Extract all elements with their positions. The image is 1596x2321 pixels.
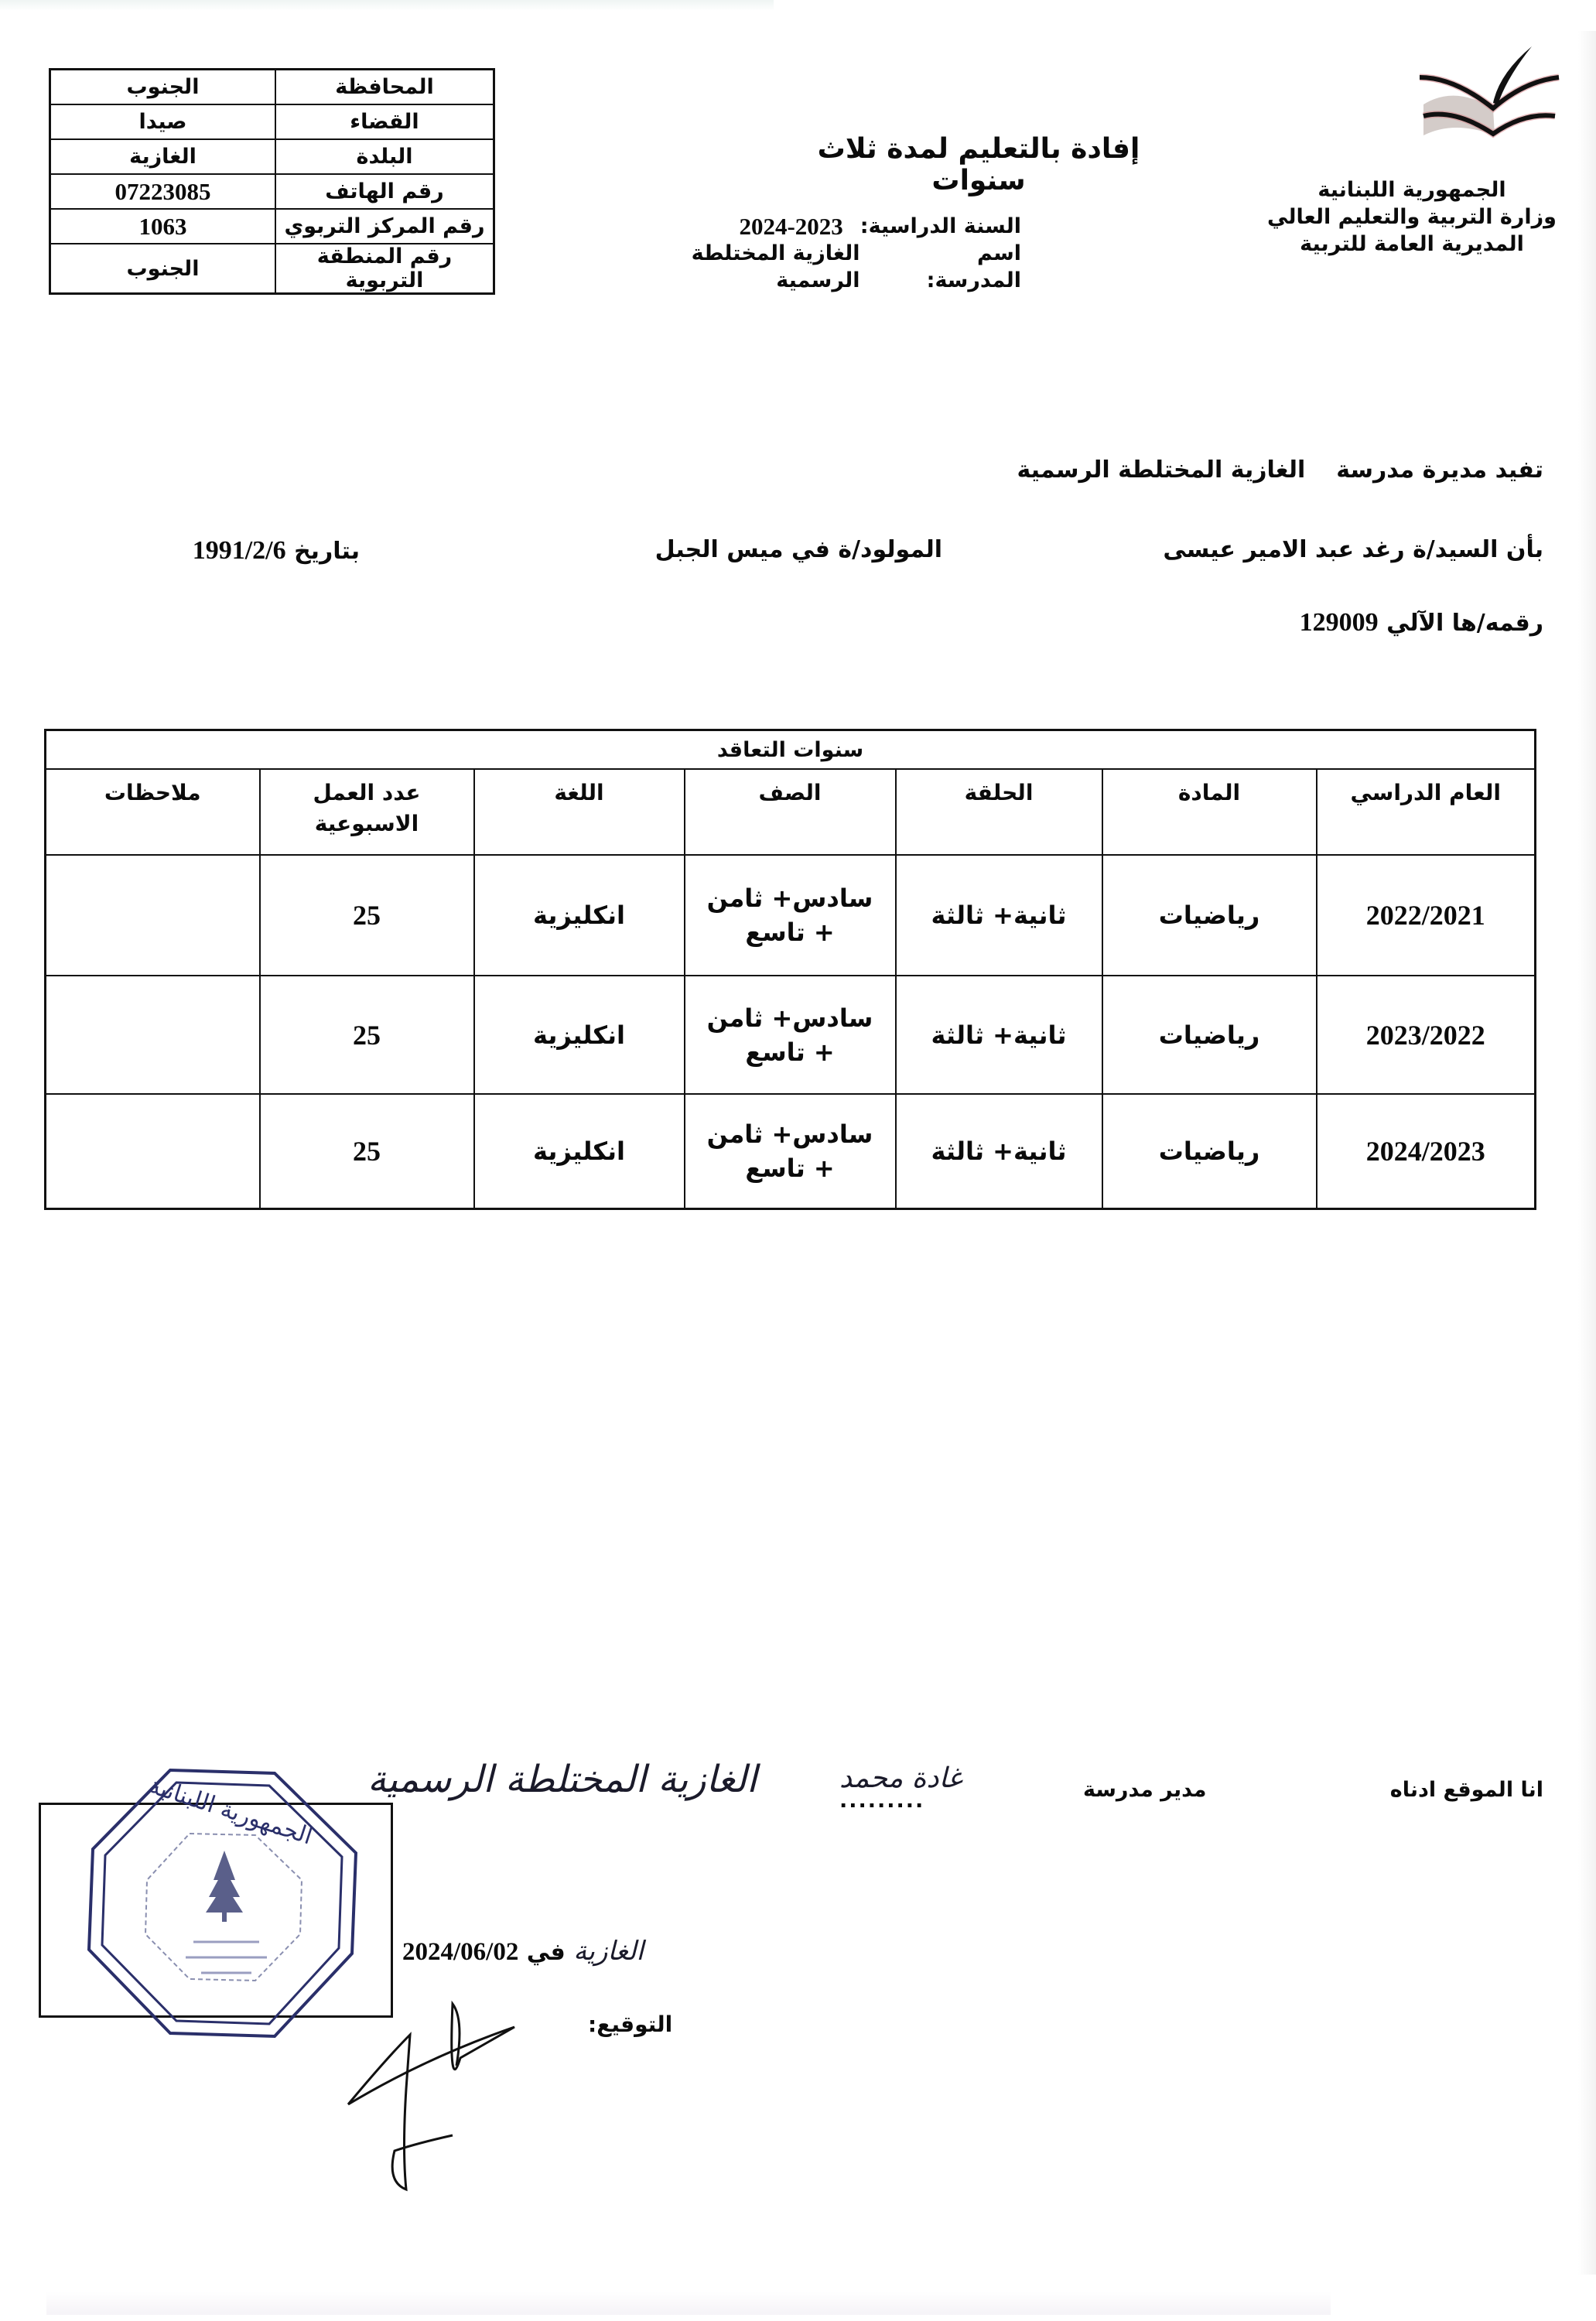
statement-intro-line [1017, 456, 1543, 484]
born-place: ميس الجبل [654, 536, 784, 563]
signature-label: التوقيع: [588, 2012, 673, 2037]
cell-subject: رياضيات [1102, 976, 1317, 1094]
school-name-row [603, 240, 1021, 294]
declaration-prefix: انا الموقع ادناه [1389, 1778, 1543, 1802]
info-row-region [50, 244, 494, 294]
place-handwritten: الغازية [573, 1936, 644, 1967]
cell-weekly-hours: 25 [260, 855, 474, 976]
info-label: البلدة [275, 139, 494, 174]
grade-line-2: + تاسع [745, 1154, 835, 1183]
grade-line-1: سادس+ ثامن [706, 884, 873, 913]
info-value: الجنوب [50, 244, 275, 294]
school-name-handwritten: الغازية المختلطة الرسمية [367, 1758, 757, 1801]
cell-weekly-hours: 25 [260, 976, 474, 1094]
info-value: 07223085 [50, 174, 275, 209]
scan-edge-top [0, 0, 774, 11]
cell-weekly-hours: 25 [260, 1094, 474, 1209]
birthplace-line [655, 536, 942, 563]
academic-year-row [603, 213, 1021, 240]
table-row [46, 976, 1536, 1094]
school-name-label: اسم المدرسة: [926, 241, 1021, 292]
table-row [46, 855, 1536, 976]
cell-grade [685, 855, 896, 976]
info-row-district [50, 104, 494, 139]
info-row-town [50, 139, 494, 174]
column-header-year: العام الدراسي [1317, 769, 1536, 855]
cell-notes [46, 855, 260, 976]
handwritten-signature [333, 1996, 526, 2197]
school-stamp-icon [77, 1764, 371, 2042]
cell-cycle: ثانية+ ثالثة [896, 855, 1102, 976]
directorate-name: المديرية العامة للتربية [1300, 232, 1524, 256]
cell-year: 2024/2023 [1317, 1094, 1536, 1209]
cell-language: انكليزية [474, 1094, 685, 1209]
contract-years-table [44, 729, 1536, 1210]
scan-edge-right [1578, 31, 1596, 2275]
birthdate-line [193, 536, 360, 566]
info-label: رقم المركز التربوي [275, 209, 494, 244]
place-date-line [402, 1936, 644, 1967]
declaration-date: 2024/06/02 [402, 1938, 519, 1966]
republic-name: الجمهورية اللبنانية [1317, 178, 1506, 202]
cell-subject: رياضيات [1102, 855, 1317, 976]
info-value: صيدا [50, 104, 275, 139]
info-label: رقم المنطقة التربوية [275, 244, 494, 294]
school-name-value: الغازية المختلطة الرسمية [691, 241, 860, 292]
person-line [1163, 536, 1543, 563]
document-title: إفادة بالتعليم لمدة ثلاث سنوات [817, 133, 1140, 197]
statement-school: الغازية المختلطة الرسمية [1017, 456, 1306, 484]
name-dots: ......... [839, 1789, 925, 1813]
info-row-governorate [50, 70, 494, 105]
birth-date: 1991/2/6 [192, 536, 286, 565]
grade-line-1: سادس+ ثامن [706, 1119, 873, 1149]
info-label: المحافظة [275, 70, 494, 105]
column-header-cycle: الحلقة [896, 769, 1102, 855]
person-name: رغد عبد الامير عيسى [1163, 536, 1405, 563]
cell-subject: رياضيات [1102, 1094, 1317, 1209]
cell-notes [46, 976, 260, 1094]
column-header-weekly-hours: عدد العمل الاسبوعية [260, 769, 474, 855]
born-label: المولود/ة في [791, 536, 942, 563]
statement-intro: تفيد مديرة مدرسة [1336, 456, 1543, 484]
ministry-header [1261, 176, 1563, 258]
grade-line-2: + تاسع [745, 1037, 835, 1067]
table-header-row [46, 769, 1536, 855]
grade-line-1: سادس+ ثامن [706, 1003, 873, 1033]
table-title-row [46, 730, 1536, 770]
in-label: في [526, 1939, 566, 1966]
column-header-grade: الصف [685, 769, 896, 855]
table-title: سنوات التعاقد [46, 730, 1536, 770]
open-book-pen-logo-icon [1408, 43, 1563, 159]
principal-role: مدير مدرسة [1083, 1778, 1207, 1802]
id-value: 129009 [1299, 608, 1379, 637]
info-row-center-number [50, 209, 494, 244]
ministry-name: وزارة التربية والتعليم العالي [1267, 205, 1557, 229]
cell-year: 2022/2021 [1317, 855, 1536, 976]
principal-name-handwritten: غادة محمد [839, 1762, 962, 1794]
grade-line-2: + تاسع [745, 918, 835, 947]
cell-language: انكليزية [474, 976, 685, 1094]
cell-year: 2023/2022 [1317, 976, 1536, 1094]
cell-cycle: ثانية+ ثالثة [896, 976, 1102, 1094]
academic-year-label: السنة الدراسية: [860, 214, 1021, 238]
info-value: الغازية [50, 139, 275, 174]
info-value: الجنوب [50, 70, 275, 105]
table-row [46, 1094, 1536, 1209]
column-header-notes: ملاحظات [46, 769, 260, 855]
person-label: بأن السيد/ة [1413, 536, 1543, 563]
scan-edge-bottom [46, 2292, 1331, 2315]
info-row-phone [50, 174, 494, 209]
cell-notes [46, 1094, 260, 1209]
cell-language: انكليزية [474, 855, 685, 976]
column-header-language: اللغة [474, 769, 685, 855]
info-value: 1063 [50, 209, 275, 244]
school-meta [603, 213, 1021, 294]
school-info-table [49, 68, 495, 295]
academic-year-value: 2024-2023 [739, 213, 843, 240]
cell-cycle: ثانية+ ثالثة [896, 1094, 1102, 1209]
id-label: رقمه/ها الآلي [1386, 610, 1543, 637]
id-line [1300, 608, 1543, 638]
cell-grade [685, 1094, 896, 1209]
cell-grade [685, 976, 896, 1094]
column-header-subject: المادة [1102, 769, 1317, 855]
info-label: رقم الهاتف [275, 174, 494, 209]
stamp-ring-text: الجمهورية اللبنانية [145, 1772, 316, 1851]
birth-date-label: بتاريخ [294, 538, 360, 565]
cedar-tree-icon [206, 1851, 243, 1922]
info-label: القضاء [275, 104, 494, 139]
